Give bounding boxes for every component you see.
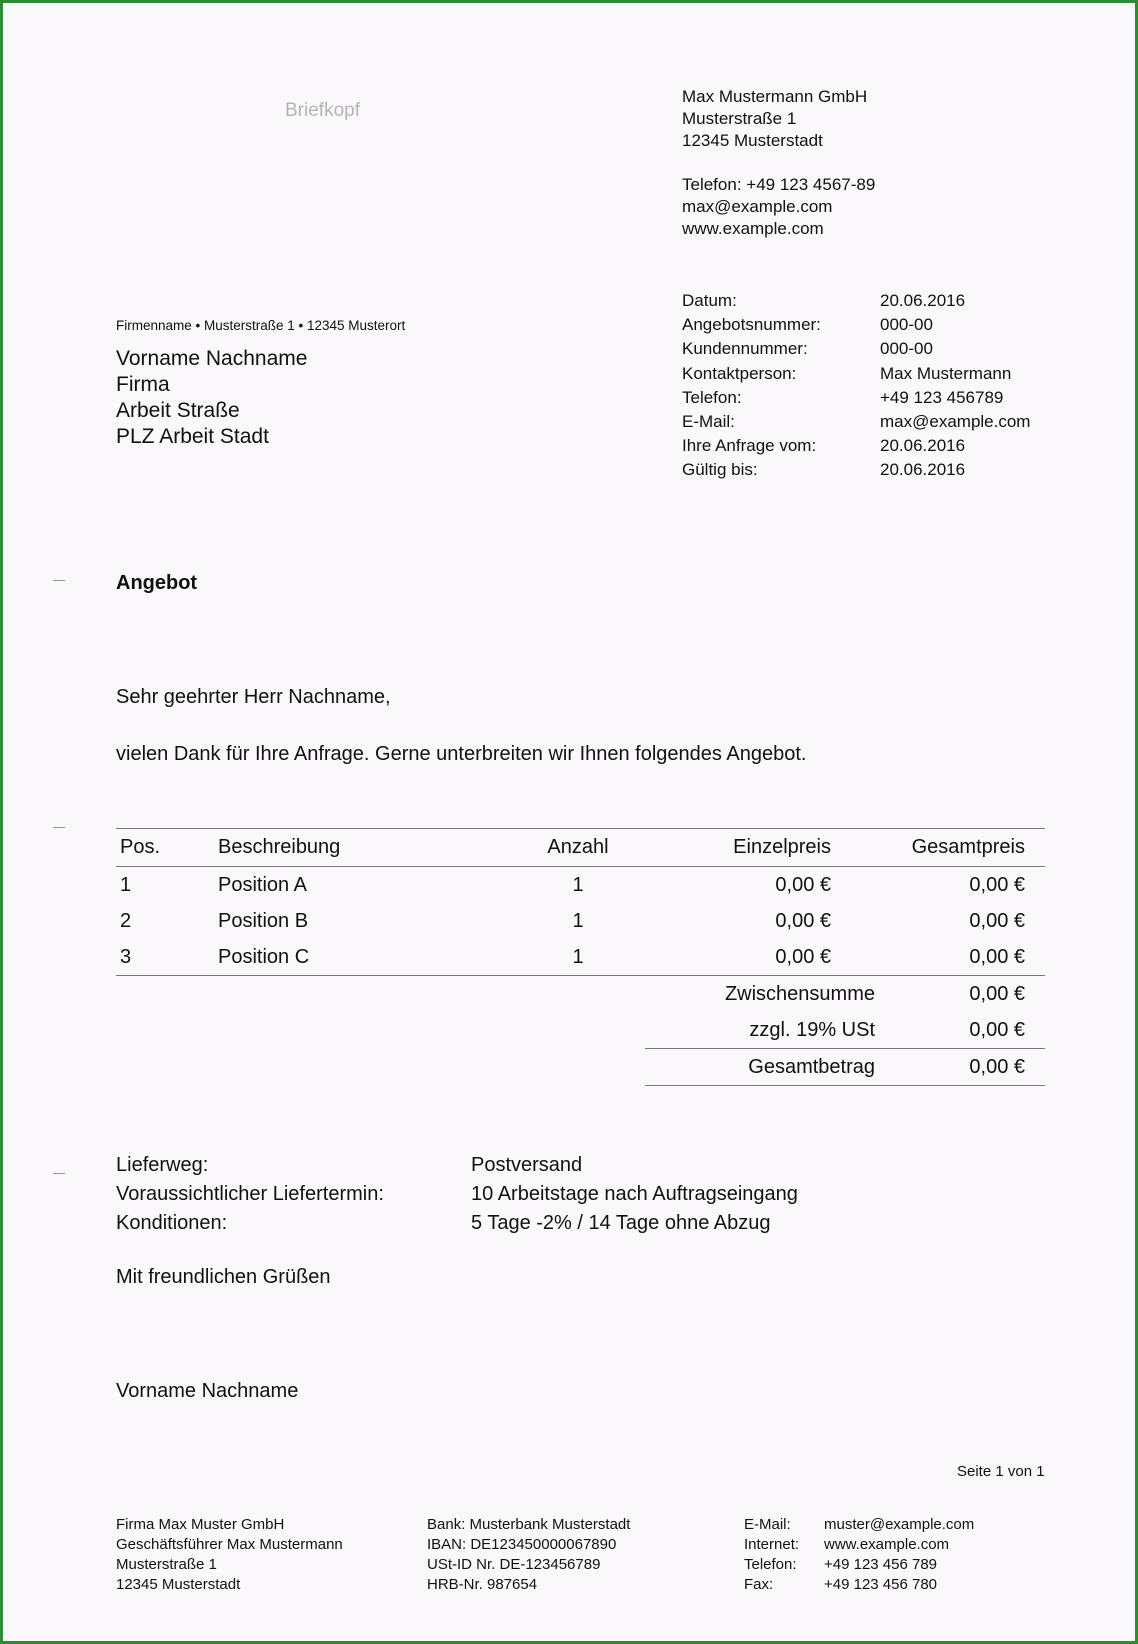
offer-meta-block (682, 289, 1030, 483)
meta-label: Kundennummer: (682, 339, 808, 359)
meta-label: Telefon: (682, 387, 742, 407)
sender-company: Max Mustermann GmbH (682, 87, 868, 106)
delivery-label: Lieferweg: (116, 1154, 209, 1176)
footer-line: USt-ID Nr. DE-123456789 (427, 1556, 601, 1573)
table-row (116, 939, 1045, 976)
cell-unit-price: 0,00 € (775, 909, 831, 932)
footer-contact-row (744, 1535, 974, 1555)
grand-total-value: 0,00 € (969, 1055, 1025, 1078)
meta-row-contact (682, 362, 1030, 386)
meta-row-email (682, 410, 1030, 434)
meta-row-phone (682, 386, 1030, 410)
cell-quantity: 1 (519, 939, 637, 976)
recipient-street: Arbeit Straße (116, 399, 240, 422)
delivery-value: 10 Arbeitstage nach Auftragseingang (471, 1183, 798, 1205)
footer-line: IBAN: DE123450000067890 (427, 1536, 617, 1553)
punch-mark (53, 827, 65, 828)
meta-label: Angebotsnummer: (682, 315, 821, 335)
footer-contact-value: muster@example.com (824, 1516, 975, 1533)
cell-total-price: 0,00 € (969, 873, 1025, 896)
meta-value: 20.06.2016 (880, 460, 966, 480)
subtotal-value: 0,00 € (969, 982, 1025, 1005)
footer-line: Geschäftsführer Max Mustermann (116, 1536, 343, 1553)
meta-value: 000-00 (880, 339, 933, 359)
cell-total-price: 0,00 € (851, 939, 1045, 976)
sender-city: 12345 Musterstadt (682, 131, 823, 150)
subject-heading: Angebot (116, 572, 198, 594)
page-number: Seite 1 von 1 (957, 1463, 1045, 1480)
items-table (116, 828, 1045, 976)
cell-unit-price: 0,00 € (637, 939, 851, 976)
tax-label: zzgl. 19% USt (749, 1018, 875, 1041)
sender-email: max@example.com (682, 197, 833, 216)
meta-row-offer-number (682, 313, 1030, 337)
table-row (116, 867, 1045, 904)
delivery-row (116, 1209, 798, 1238)
cell-pos: 2 (120, 909, 132, 932)
cell-description: Position A (218, 873, 307, 896)
delivery-label: Konditionen: (116, 1212, 228, 1234)
recipient-city: PLZ Arbeit Stadt (116, 425, 269, 448)
footer-contact-row (744, 1555, 974, 1575)
delivery-row (116, 1151, 798, 1180)
table-header-row (116, 829, 1045, 867)
delivery-terms-block (116, 1151, 798, 1238)
footer-contact-label: Fax: (744, 1576, 774, 1593)
cell-description: Position B (218, 909, 309, 932)
delivery-value: 5 Tage -2% / 14 Tage ohne Abzug (471, 1212, 771, 1234)
meta-label: Datum: (682, 291, 737, 310)
footer-contact-label: E-Mail: (744, 1516, 791, 1533)
signature-name: Vorname Nachname (116, 1380, 299, 1402)
cell-total-price: 0,00 € (969, 909, 1025, 932)
letterhead-placeholder: Briefkopf (285, 100, 360, 121)
cell-quantity: 1 (572, 909, 584, 932)
sender-street: Musterstraße 1 (682, 109, 797, 128)
meta-label: Ihre Anfrage vom: (682, 436, 817, 456)
fold-mark-bottom (53, 1173, 65, 1174)
recipient-name: Vorname Nachname (116, 347, 308, 370)
closing-phrase: Mit freundlichen Grüßen (116, 1266, 331, 1288)
return-address-line: Firmenname • Musterstraße 1 • 12345 Musterort (116, 318, 406, 333)
meta-value: max@example.com (880, 412, 1031, 432)
meta-row-valid-until (682, 458, 1030, 482)
meta-value: 000-00 (880, 315, 933, 335)
delivery-value: Postversand (471, 1154, 583, 1176)
grand-total-row (645, 1048, 1045, 1086)
header-total-price: Gesamtpreis (911, 836, 1025, 858)
meta-value: +49 123 456789 (880, 387, 1004, 407)
footer-contact-value: www.example.com (824, 1536, 950, 1553)
delivery-label: Voraussichtlicher Liefertermin: (116, 1183, 384, 1205)
header-unit-price: Einzelpreis (733, 836, 831, 858)
sender-web: www.example.com (682, 219, 824, 238)
fold-mark-top (53, 580, 65, 581)
footer-contact-value: +49 123 456 789 (824, 1556, 938, 1573)
footer-line: 12345 Musterstadt (116, 1576, 241, 1593)
footer-company-column (116, 1515, 343, 1595)
table-row (116, 903, 1045, 939)
meta-row-request-date (682, 434, 1030, 458)
footer-contact-value: +49 123 456 780 (824, 1576, 938, 1593)
recipient-address-block (116, 346, 307, 450)
footer-contact-row (744, 1515, 974, 1535)
intro-text: vielen Dank für Ihre Anfrage. Gerne unterbreiten wir Ihnen folgendes Angebot. (116, 743, 807, 765)
tax-value: 0,00 € (969, 1018, 1025, 1041)
tax-row (645, 1012, 1045, 1048)
meta-row-date (682, 289, 1030, 313)
header-pos: Pos. (120, 836, 161, 858)
meta-label: E-Mail: (682, 412, 735, 432)
footer-contact-label: Internet: (744, 1536, 800, 1553)
meta-label: Gültig bis: (682, 460, 758, 480)
footer-line: Bank: Musterbank Musterstadt (427, 1516, 631, 1533)
cell-description: Position C (214, 939, 519, 976)
meta-label: Kontaktperson: (682, 363, 797, 383)
meta-row-customer-number (682, 337, 1030, 361)
footer-contact-row (744, 1575, 974, 1595)
cell-quantity: 1 (572, 873, 584, 896)
grand-total-label: Gesamtbetrag (748, 1055, 875, 1078)
recipient-company: Firma (116, 373, 170, 396)
meta-value: 20.06.2016 (880, 291, 966, 310)
footer-bank-column (427, 1515, 630, 1595)
footer-line: Firma Max Muster GmbH (116, 1516, 285, 1533)
totals-block (645, 976, 1045, 1086)
header-quantity: Anzahl (547, 836, 609, 858)
meta-value: Max Mustermann (880, 363, 1012, 383)
cell-unit-price: 0,00 € (775, 873, 831, 896)
salutation: Sehr geehrter Herr Nachname, (116, 686, 391, 708)
footer-contact-column (744, 1515, 974, 1595)
cell-pos: 1 (120, 873, 132, 896)
cell-pos: 3 (116, 939, 214, 976)
header-description: Beschreibung (218, 836, 341, 858)
sender-phone: Telefon: +49 123 4567-89 (682, 175, 876, 194)
footer-line: HRB-Nr. 987654 (427, 1576, 538, 1593)
delivery-row (116, 1180, 798, 1209)
footer-contact-label: Telefon: (744, 1556, 797, 1573)
footer-line: Musterstraße 1 (116, 1556, 217, 1573)
subtotal-label: Zwischensumme (724, 982, 875, 1005)
meta-value: 20.06.2016 (880, 436, 966, 456)
subtotal-row (645, 976, 1045, 1012)
sender-address-block (682, 86, 875, 240)
